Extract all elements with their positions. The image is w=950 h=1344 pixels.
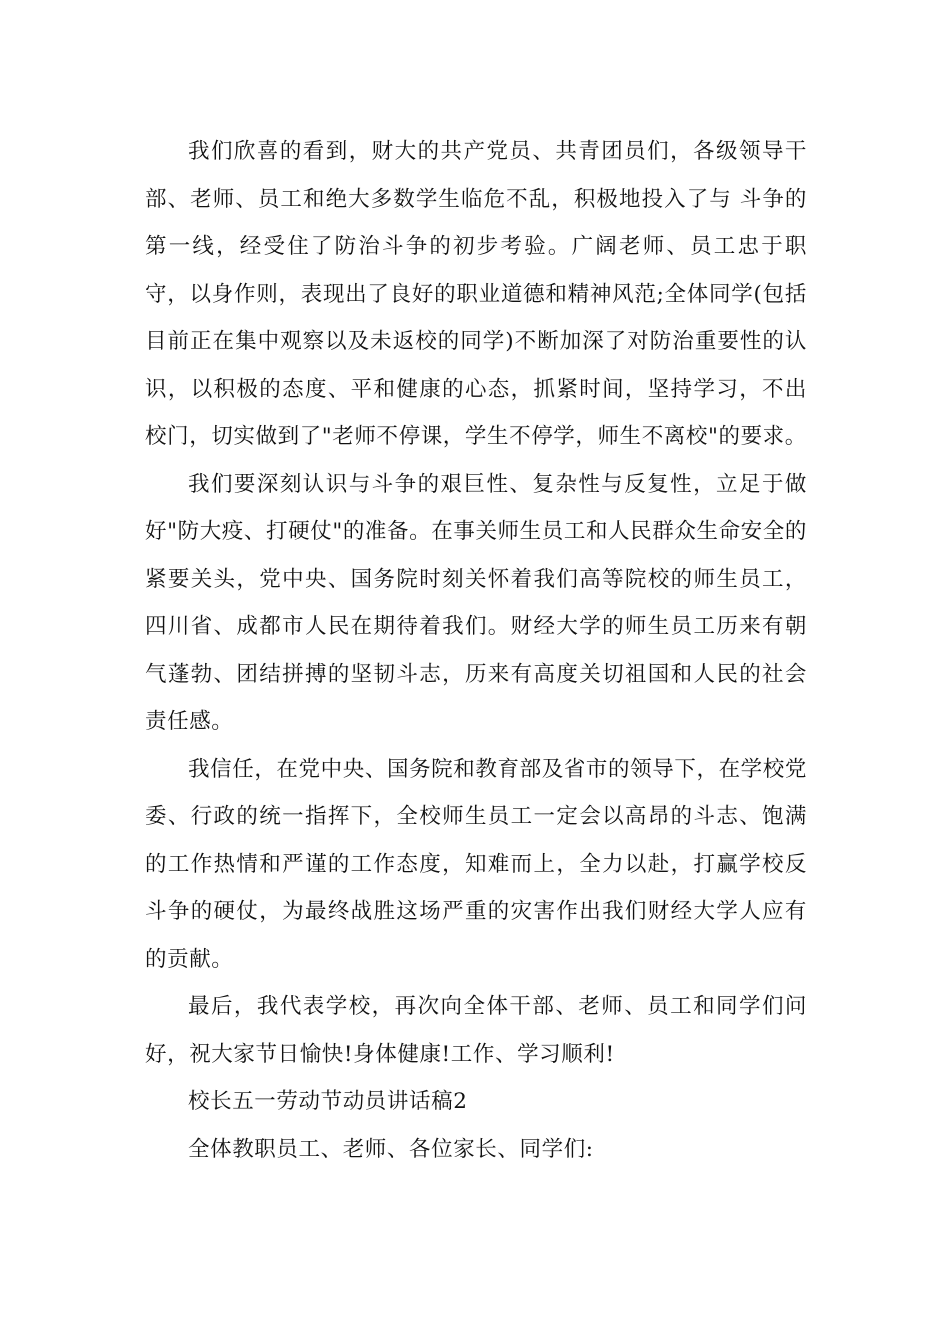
section-title: 校长五一劳动节动员讲话稿2 [188, 1089, 468, 1114]
paragraph-4: 最后，我代表学校，再次向全体干部、老师、员工和同学们问好，祝大家节日愉快!身体健康!工作、学习顺利! [145, 994, 807, 1067]
document-body [145, 128, 807, 1173]
salutation: 全体教职员工、老师、各位家长、同学们: [188, 1136, 594, 1162]
paragraph-1: 我们欣喜的看到，财大的共产党员、共青团员们，各级领导干部、老师、员工和绝大多数学生临危不乱，积极地投入了与 斗争的第一线，经受住了防治斗争的初步考验。广阔老师、员工忠于职守，以身作则，表现出了良好的职业道德和精神风范;全体同学(包括目前正在集中观察以及未返校的同学)不断加深了对防治重要性的认识，以积极的态度、平和健康的心态，抓紧时间，坚持学习，不出校门，切实做到了"老师不停课，学生不停学，师生不离校"的要求。 [145, 139, 807, 449]
paragraph-2: 我们要深刻认识与斗争的艰巨性、复杂性与反复性，立足于做好"防大疫、打硬仗"的准备。在事关师生员工和人民群众生命安全的紧要关头，党中央、国务院时刻关怀着我们高等院校的师生员工，四川省、成都市人民在期待着我们。财经大学的师生员工历来有朝气蓬勃、团结拼搏的坚韧斗志，历来有高度关切祖国和人民的社会责任感。 [145, 471, 807, 734]
paragraph-3: 我信任，在党中央、国务院和教育部及省市的领导下，在学校党委、行政的统一指挥下，全校师生员工一定会以高昂的斗志、饱满的工作热情和严谨的工作态度，知难而上，全力以赴，打赢学校反斗争的硬仗，为最终战胜这场严重的灾害作出我们财经大学人应有的贡献。 [145, 756, 807, 972]
